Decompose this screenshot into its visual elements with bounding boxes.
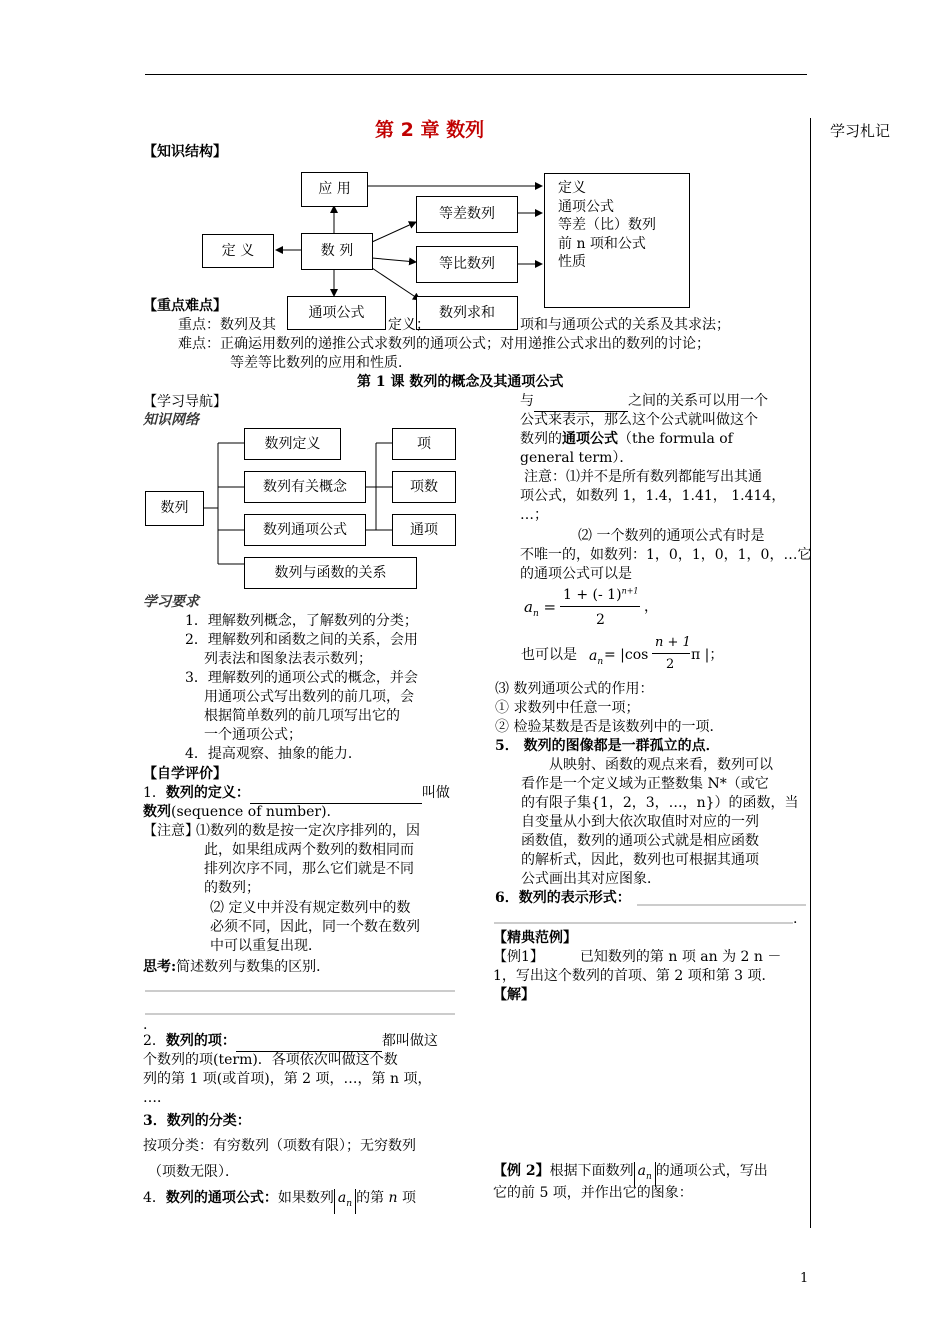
- q2-label: 数列的项：: [165, 1033, 236, 1049]
- summary-item: 定义: [558, 180, 586, 196]
- rc-line3: [520, 430, 733, 449]
- net-formula: 数列通项公式: [244, 514, 366, 546]
- req-line: 4．提高观察、抽象的能力．: [185, 746, 362, 762]
- role-1: ① 求数列中任意一项；: [495, 700, 640, 716]
- rc-note2: 不唯一的，如数列：1，0，1，0，1，0，…它: [520, 547, 812, 563]
- keypoint-line3: 等差等比数列的应用和性质．: [230, 355, 412, 371]
- p5-line: 看作是一个定义域为正整数集 N*（或它: [521, 776, 769, 792]
- page-title: 第 2 章 数列: [375, 119, 485, 141]
- rc-note: 项公式，如数列 1，1.4，1.41， 1.414，: [520, 488, 786, 504]
- p5-line: 自变量从小到大依次取值时对应的一列: [521, 814, 759, 830]
- req-line: 一个通项公式；: [204, 727, 302, 743]
- note1-line: 排列次序不同，那么它们就是不同: [204, 861, 414, 877]
- keypoint-line1: 重点：数列及其: [178, 317, 276, 333]
- req-line: 列表法和图象法表示数列；: [204, 651, 372, 667]
- formula1-bar: [560, 606, 640, 607]
- formula1-den: 2: [596, 612, 605, 628]
- ex1: [493, 948, 781, 967]
- ex1-line2: 1，写出这个数列的首项、第 2 项和第 3 项．: [493, 968, 776, 984]
- summary-box: [544, 173, 690, 308]
- point6: 6．数列的表示形式：: [495, 890, 631, 906]
- q3-line: （项数无限）．: [148, 1164, 239, 1180]
- formula2-num: n + 1: [655, 635, 691, 650]
- formula2-cos: = |cos: [604, 647, 649, 663]
- node-geometric: 等比数列: [416, 246, 518, 283]
- examples-heading: 【精典范例】: [493, 930, 577, 946]
- q1-num: 1．: [143, 785, 166, 801]
- structure-heading: 【知识结构】: [143, 144, 227, 160]
- note2-line: 中可以重复出现．: [210, 938, 322, 954]
- q1-blank[interactable]: [250, 784, 422, 804]
- q3-line: 按项分类：有穷数列（项数有限）；无穷数列: [143, 1138, 416, 1154]
- nav-heading: 【学习导航】: [143, 394, 227, 410]
- req-line: 3．理解数列的通项公式的概念，并会: [185, 670, 418, 686]
- think-label: 思考:: [143, 959, 177, 975]
- rc-line2: 公式来表示，那么这个公式就叫做这个: [520, 412, 758, 428]
- lesson-title: 第 1 课 数列的概念及其通项公式: [357, 374, 564, 390]
- note1-line: 的数列；: [204, 880, 260, 896]
- formula1-num: 1 + (- 1)$^{n+1}$: [563, 586, 639, 603]
- solution-label: 【解】: [493, 987, 535, 1003]
- formula2-lhs: $a_n$: [589, 648, 604, 667]
- q4-end: 项: [402, 1190, 417, 1206]
- p5-line: 从映射、函数的观点来看，数列可以: [549, 757, 773, 773]
- q4-num: 4．: [143, 1190, 166, 1206]
- note1-line: 此，如果组成两个数列的数相同而: [204, 842, 414, 858]
- q2-blank[interactable]: [236, 1032, 382, 1052]
- rc-line1: [520, 392, 768, 412]
- req-line: 1．理解数列概念，了解数列的分类；: [185, 613, 418, 629]
- formula2-intro: 也可以是: [521, 647, 577, 663]
- rc-text: （the formula of: [618, 431, 733, 447]
- rc-text: 之间的关系可以用一个: [628, 393, 768, 409]
- summary-item: 等差（比）数列: [558, 217, 656, 233]
- net-root: 数列: [145, 491, 204, 526]
- summary-item: 通项公式: [558, 198, 614, 215]
- point5: 5． 数列的图像都是一群孤立的点．: [495, 738, 720, 754]
- q3: 3．数列的分类：: [143, 1113, 251, 1129]
- p5-line: 的解析式，因此，数列也可根据其通项: [521, 852, 759, 868]
- q1-tail: 叫做: [421, 785, 450, 801]
- ex2-label: 【例 2】: [493, 1163, 550, 1179]
- q2-num: 2．: [143, 1033, 166, 1049]
- ex1-text: 已知数列的第 n 项 an 为 2 n －: [579, 949, 782, 965]
- page-number: 1: [800, 1271, 809, 1286]
- req-line: 根据简单数列的前几项写出它的: [204, 708, 400, 724]
- net-term-count: 项数: [392, 471, 456, 503]
- node-define: 定 义: [202, 234, 274, 268]
- q4-tail: 的第: [356, 1190, 385, 1206]
- rc-text: 与: [520, 393, 534, 409]
- keypoint-line2: 难点：正确运用数列的递推公式求数列的通项公式；对用递推公式求出的数列的讨论；: [178, 336, 710, 352]
- q2: [143, 1032, 438, 1052]
- node-apply: 应 用: [301, 172, 368, 207]
- think-text: 简述数列与数集的区别．: [176, 959, 331, 975]
- net-general-term: 通项: [392, 514, 456, 546]
- formula2-den: 2: [666, 657, 675, 672]
- q4: 4．数列的通项公式：如果数列 $a_n$ 的第 n 项: [143, 1189, 416, 1214]
- rc-note: …；: [520, 507, 548, 523]
- q4-text: 如果数列: [277, 1190, 334, 1206]
- summary-item: 前 n 项和公式: [558, 235, 646, 252]
- q4-label: 数列的通项公式：: [165, 1190, 278, 1206]
- network-label: 知识网络: [143, 412, 199, 428]
- formula2-bar: [652, 653, 690, 654]
- requirements-heading: 学习要求: [143, 594, 199, 610]
- net-definition: 数列定义: [244, 428, 341, 460]
- node-formula: 通项公式: [287, 296, 386, 330]
- q1-en: (sequence of number).: [171, 804, 332, 820]
- node-sum: 数列求和: [416, 296, 518, 330]
- rc-line4: general term）．: [520, 450, 634, 466]
- note1-line: ⑴数列的数是按一定次序排列的，因: [196, 823, 420, 839]
- rc-bold: 通项公式: [562, 431, 618, 447]
- q4-n: n: [388, 1190, 398, 1206]
- rc-blank[interactable]: [534, 392, 628, 412]
- ex2-text: 根据下面数列: [549, 1163, 634, 1179]
- ex2-tail: 的通项公式，写出: [655, 1163, 768, 1179]
- selfeval-heading: 【自学评价】: [143, 766, 227, 782]
- rc-note2: 的通项公式可以是: [520, 566, 632, 582]
- q2-line: …．: [143, 1090, 171, 1106]
- think: [143, 958, 330, 977]
- rc-note2: ⑵ 一个数列的通项公式有时是: [578, 528, 765, 544]
- role-head: ⑶ 数列通项公式的作用：: [495, 681, 654, 697]
- keypoint-line1c: 项和与通项公式的关系及其求法；: [520, 317, 730, 333]
- p5-line: 的有限子集{1，2，3，…，n}）的函数，当: [521, 795, 799, 811]
- ex2-line2: 它的前 5 项，并作出它的图象：: [493, 1185, 693, 1201]
- note-head: 【注意】: [143, 823, 199, 839]
- node-sequence: 数 列: [301, 233, 373, 270]
- formula2-tail: π |；: [691, 647, 724, 663]
- node-arithmetic: 等差数列: [416, 196, 518, 233]
- rc-text: 数列的: [520, 431, 562, 447]
- q1: [143, 784, 450, 804]
- formula1-lhs: $a_n$ =: [524, 598, 557, 619]
- net-term: 项: [392, 428, 456, 460]
- q1-line2: [143, 803, 331, 822]
- side-label: 学习札记: [830, 122, 891, 140]
- ex1-label: 【例1】: [493, 949, 544, 965]
- req-line: 用通项公式写出数列的前几项，会: [204, 689, 414, 705]
- ex2: 【例 2】根据下面数列 $a_n$ 的通项公式，写出: [493, 1162, 768, 1187]
- p5-line: 公式画出其对应图象．: [521, 871, 661, 887]
- q2-line: 个数列的项(term)．各项依次叫做这个数: [143, 1052, 398, 1068]
- q1-term: 数列: [143, 804, 171, 820]
- q1-label: 数列的定义：: [165, 785, 250, 801]
- note2-line: ⑵ 定义中并没有规定数列中的数: [210, 900, 411, 916]
- net-concepts: 数列有关概念: [244, 471, 366, 503]
- keypoints-heading: 【重点难点】: [143, 298, 227, 314]
- q2-line: 列的第 1 项(或首项)，第 2 项，…，第 n 项，: [143, 1071, 432, 1087]
- req-line: 2．理解数列和函数之间的关系，会用: [185, 632, 418, 648]
- net-function: 数列与函数的关系: [244, 557, 417, 589]
- summary-item: 性质: [558, 254, 586, 270]
- role-2: ② 检验某数是否是该数列中的一项．: [495, 719, 724, 735]
- p5-line: 函数值，数列的通项公式就是相应函数: [521, 833, 759, 849]
- q2-tail: 都叫做这: [381, 1033, 438, 1049]
- keypoint-line1b: 定义；: [388, 317, 430, 333]
- rc-note: 注意：⑴并不是所有数列都能写出其通: [524, 469, 762, 485]
- note2-line: 必须不同，因此，同一个数在数列: [210, 919, 420, 935]
